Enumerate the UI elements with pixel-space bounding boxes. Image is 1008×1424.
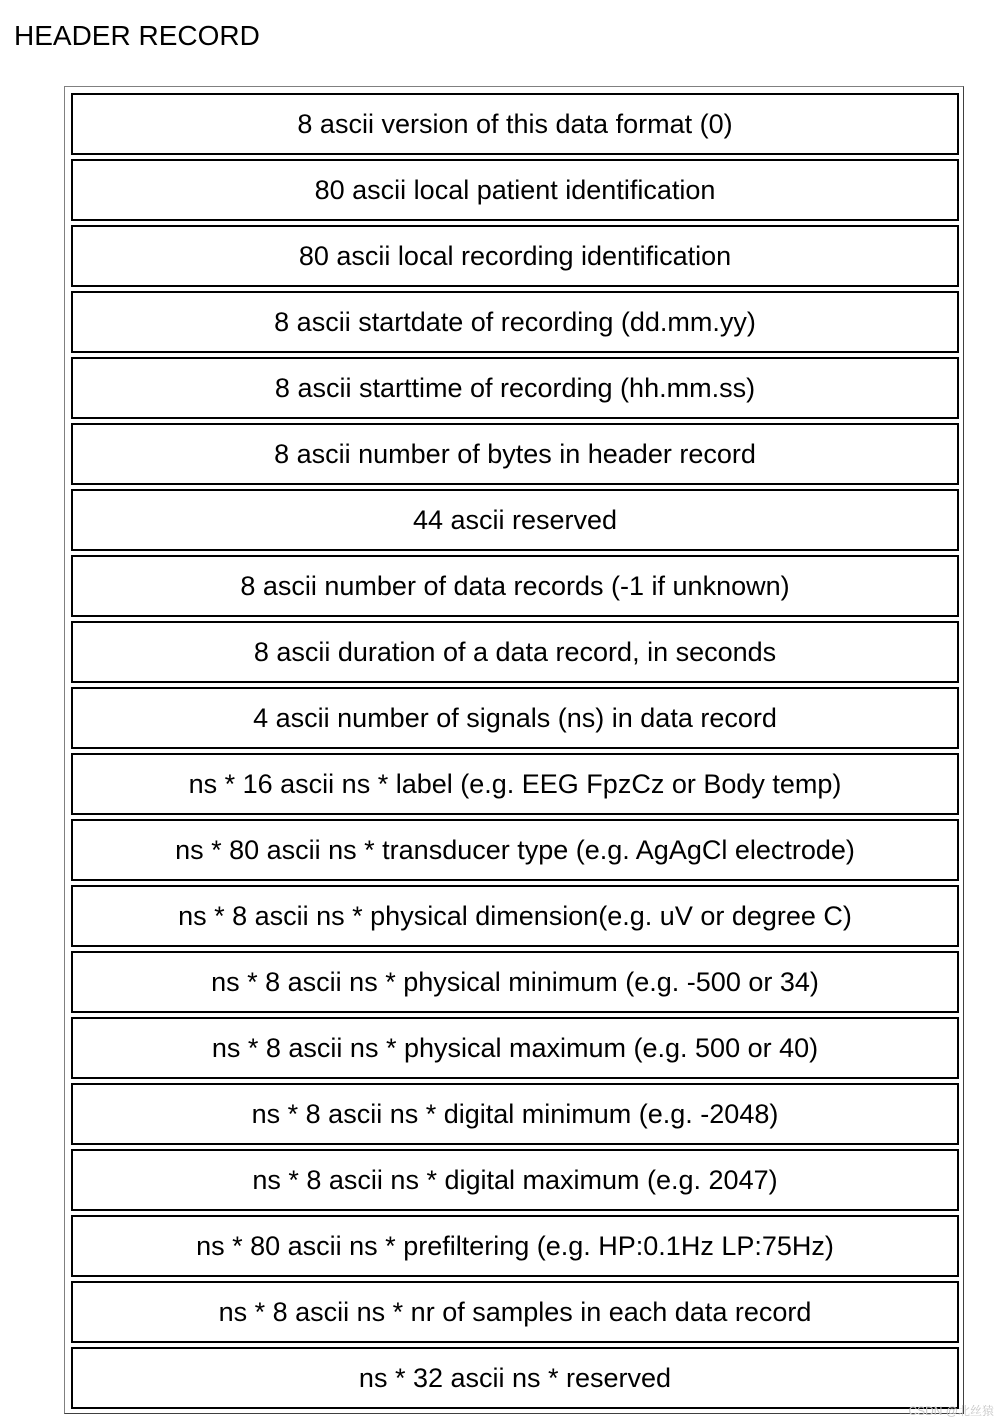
table-row-transducer-type: ns * 80 ascii ns * transducer type (e.g. AgAgCl electrode) — [71, 819, 959, 881]
table-row-startdate: 8 ascii startdate of recording (dd.mm.yy) — [71, 291, 959, 353]
table-row-reserved: 44 ascii reserved — [71, 489, 959, 551]
table-row-record-duration: 8 ascii duration of a data record, in seconds — [71, 621, 959, 683]
table-row-prefiltering: ns * 80 ascii ns * prefiltering (e.g. HP:0.1Hz LP:75Hz) — [71, 1215, 959, 1277]
table-row-version: 8 ascii version of this data format (0) — [71, 93, 959, 155]
table-row-samples-per-record: ns * 8 ascii ns * nr of samples in each data record — [71, 1281, 959, 1343]
table-row-physical-maximum: ns * 8 ascii ns * physical maximum (e.g. 500 or 40) — [71, 1017, 959, 1079]
header-record-table — [64, 86, 964, 1414]
table-row-recording-id: 80 ascii local recording identification — [71, 225, 959, 287]
table-row-header-bytes: 8 ascii number of bytes in header record — [71, 423, 959, 485]
table-row-signal-reserved: ns * 32 ascii ns * reserved — [71, 1347, 959, 1409]
page-title: HEADER RECORD — [14, 20, 260, 51]
table-row-data-records: 8 ascii number of data records (-1 if unknown) — [71, 555, 959, 617]
watermark: CSDN @北丝猿 — [908, 1404, 994, 1418]
table-row-label: ns * 16 ascii ns * label (e.g. EEG FpzCz or Body temp) — [71, 753, 959, 815]
table-row-digital-maximum: ns * 8 ascii ns * digital maximum (e.g. 2047) — [71, 1149, 959, 1211]
table-row-signal-count: 4 ascii number of signals (ns) in data record — [71, 687, 959, 749]
table-row-physical-minimum: ns * 8 ascii ns * physical minimum (e.g. -500 or 34) — [71, 951, 959, 1013]
table-row-physical-dimension: ns * 8 ascii ns * physical dimension(e.g. uV or degree C) — [71, 885, 959, 947]
table-row-digital-minimum: ns * 8 ascii ns * digital minimum (e.g. -2048) — [71, 1083, 959, 1145]
table-row-starttime: 8 ascii starttime of recording (hh.mm.ss) — [71, 357, 959, 419]
table-row-patient-id: 80 ascii local patient identification — [71, 159, 959, 221]
